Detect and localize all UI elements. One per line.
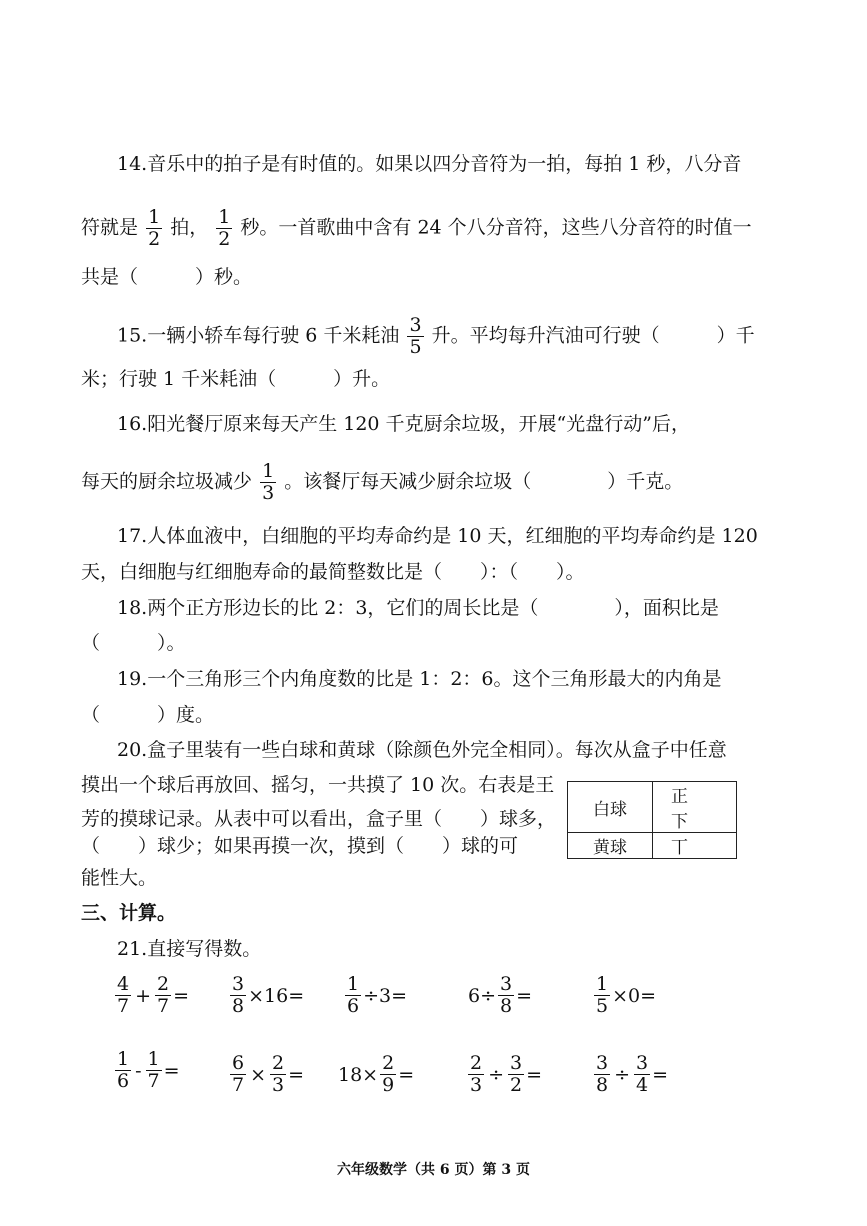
denominator: 8	[596, 1074, 609, 1096]
fraction	[508, 1054, 524, 1095]
denominator: 7	[157, 995, 170, 1017]
fraction	[345, 975, 361, 1016]
denominator: 4	[636, 1074, 649, 1096]
fraction	[407, 316, 423, 357]
numerator: 1	[147, 1048, 160, 1070]
denominator: 6	[117, 1070, 130, 1092]
numerator: 1	[218, 206, 231, 228]
q14-text-b: 拍，	[170, 216, 209, 239]
q16-text-b: 。该餐厅每天减少厨余垃圾（ ）千克。	[284, 470, 684, 493]
fraction	[594, 1054, 610, 1095]
page-footer: 六年级数学（共 6 页）第 3 页	[337, 1162, 530, 1178]
numerator: 3	[636, 1052, 649, 1074]
fraction	[270, 1054, 286, 1095]
numerator: 1	[596, 973, 609, 995]
operator: ÷	[488, 1063, 505, 1086]
denominator: 2	[218, 228, 231, 250]
calc-item	[228, 1054, 304, 1095]
tally-marks: 正 下	[653, 782, 737, 833]
denominator: 6	[347, 995, 360, 1017]
fraction	[594, 975, 610, 1016]
q14-text-c: 秒。一首歌曲中含有 24 个八分音符，这些八分音符的时值一	[240, 216, 752, 239]
expression-rest: ×0=	[612, 984, 657, 1007]
fraction	[216, 208, 232, 249]
denominator: 8	[500, 995, 513, 1017]
operator: ×	[250, 1063, 267, 1086]
equals: =	[173, 984, 190, 1007]
q18-line2: （ ）。	[81, 632, 186, 654]
calc-item	[592, 1054, 668, 1095]
numerator: 3	[500, 973, 513, 995]
equals: =	[652, 1063, 669, 1086]
q21-title: 21.直接写得数。	[117, 938, 262, 960]
numerator: 1	[347, 973, 360, 995]
numerator: 2	[272, 1052, 285, 1074]
fraction	[230, 1054, 246, 1095]
q20-line4: （ ）球少；如果再摸一次，摸到（ ）球的可	[81, 835, 519, 857]
fraction	[634, 1054, 650, 1095]
tally-marks: 丅	[653, 833, 737, 859]
q15-text-b: 升。平均每升汽油可行驶（ ）千	[431, 324, 755, 347]
denominator: 2	[148, 228, 161, 250]
denominator: 5	[409, 336, 422, 358]
q18-line1: 18.两个正方形边长的比 2：3，它们的周长比是（ ），面积比是	[117, 597, 719, 619]
denominator: 2	[510, 1074, 523, 1096]
q14-line3: 共是（ ）秒。	[81, 266, 253, 288]
numerator: 3	[232, 973, 245, 995]
q15-line2: 米；行驶 1 千米耗油（ ）升。	[81, 368, 391, 390]
numerator: 2	[157, 973, 170, 995]
numerator: 6	[232, 1052, 245, 1074]
fraction	[146, 1050, 162, 1091]
q15-line1	[117, 316, 755, 357]
numerator: 1	[117, 1048, 130, 1070]
denominator: 3	[262, 482, 275, 504]
calc-item	[343, 975, 407, 1016]
q15-text-a: 15.一辆小轿车每行驶 6 千米耗油	[117, 324, 400, 347]
equals: =	[398, 1063, 415, 1086]
q19-line1: 19.一个三角形三个内角度数的比是 1：2：6。这个三角形最大的内角是	[117, 668, 722, 690]
row-label: 黄球	[568, 833, 653, 859]
table-row	[568, 833, 737, 859]
table-row	[568, 782, 737, 833]
q20-line3: 芳的摸球记录。从表中可以看出，盒子里（ ）球多，	[81, 808, 557, 830]
operator: ÷	[614, 1063, 631, 1086]
equals: =	[288, 1063, 305, 1086]
expression-pre: 6÷	[468, 984, 497, 1007]
q16-line1: 16.阳光餐厅原来每天产生 120 千克厨余垃圾，开展“光盘行动”后，	[117, 413, 690, 435]
q14-text-a: 符就是	[81, 216, 139, 239]
q16-line2	[81, 462, 683, 503]
expression-rest: ÷3=	[363, 984, 408, 1007]
denominator: 7	[147, 1070, 160, 1092]
q14-line1: 14.音乐中的拍子是有时值的。如果以四分音符为一拍，每拍 1 秒，八分音	[117, 153, 742, 175]
numerator: 1	[148, 206, 161, 228]
row-label: 白球	[568, 782, 653, 833]
q14-line2	[81, 208, 752, 249]
equals: =	[526, 1063, 543, 1086]
operator: -	[135, 1059, 142, 1082]
section-heading: 三、计算。	[81, 902, 177, 924]
equals: =	[516, 984, 533, 1007]
denominator: 9	[382, 1074, 395, 1096]
q17-line1: 17.人体血液中，白细胞的平均寿命约是 10 天，红细胞的平均寿命约是 120	[117, 525, 758, 547]
calc-item	[113, 1050, 180, 1091]
fraction	[260, 462, 276, 503]
numerator: 3	[409, 314, 422, 336]
equals: =	[163, 1059, 180, 1082]
calc-item	[338, 1054, 414, 1095]
denominator: 3	[470, 1074, 483, 1096]
calc-item	[468, 975, 532, 1016]
denominator: 7	[117, 995, 130, 1017]
calc-item	[466, 1054, 542, 1095]
fraction	[146, 208, 162, 249]
denominator: 7	[232, 1074, 245, 1096]
denominator: 5	[596, 995, 609, 1017]
fraction	[498, 975, 514, 1016]
q20-line1: 20.盒子里装有一些白球和黄球（除颜色外完全相同）。每次从盒子中任意	[117, 739, 727, 761]
q20-line5: 能性大。	[81, 867, 158, 889]
calc-item	[592, 975, 656, 1016]
denominator: 8	[232, 995, 245, 1017]
expression-pre: 18×	[338, 1063, 379, 1086]
numerator: 1	[262, 460, 275, 482]
fraction	[380, 1054, 396, 1095]
numerator: 2	[470, 1052, 483, 1074]
q16-text-a: 每天的厨余垃圾减少	[81, 470, 253, 493]
numerator: 4	[117, 973, 130, 995]
calc-item	[113, 975, 189, 1016]
q17-line2: 天，白细胞与红细胞寿命的最简整数比是（ ）：（ ）。	[81, 561, 585, 583]
numerator: 3	[510, 1052, 523, 1074]
fraction	[230, 975, 246, 1016]
expression-rest: ×16=	[248, 984, 305, 1007]
fraction	[468, 1054, 484, 1095]
calc-item	[228, 975, 304, 1016]
ball-record-table	[567, 781, 737, 859]
denominator: 3	[272, 1074, 285, 1096]
q20-line2: 摸出一个球后再放回、摇匀，一共摸了 10 次。右表是王	[81, 774, 555, 796]
fraction	[155, 975, 171, 1016]
operator: +	[135, 984, 152, 1007]
numerator: 3	[596, 1052, 609, 1074]
q19-line2: （ ）度。	[81, 704, 215, 726]
fraction	[115, 975, 131, 1016]
numerator: 2	[382, 1052, 395, 1074]
fraction	[115, 1050, 131, 1091]
